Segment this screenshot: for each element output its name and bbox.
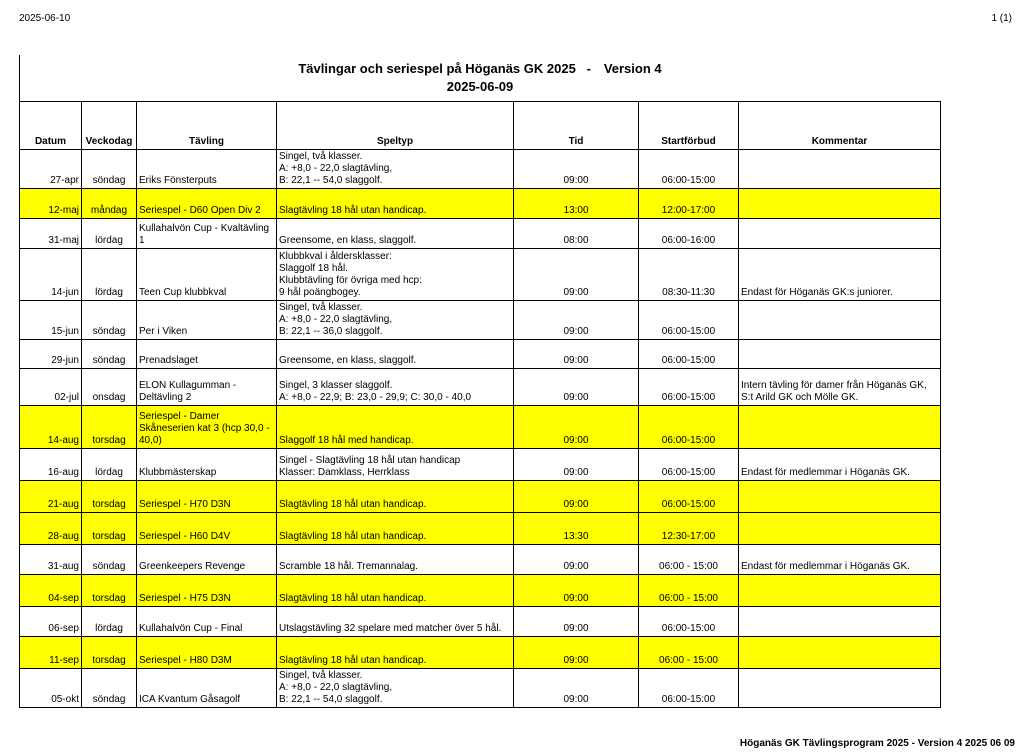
cell-comment <box>739 575 941 607</box>
cell-play-type-line: Slagtävling 18 hål utan handicap. <box>279 593 427 604</box>
cell-event: Teen Cup klubbkval <box>137 249 277 301</box>
cell-date: 21-aug <box>20 481 82 513</box>
cell-play-type-line: Slaggolf 18 hål med handicap. <box>279 435 414 446</box>
cell-comment <box>739 669 941 708</box>
schedule-rows <box>20 150 941 708</box>
cell-time: 09:00 <box>514 545 639 575</box>
title-separator: - <box>586 61 591 76</box>
cell-start-restriction: 06:00-15:00 <box>639 449 739 481</box>
cell-play-type-line: Greensome, en klass, slaggolf. <box>279 355 417 366</box>
table-row <box>20 369 941 406</box>
cell-start-restriction: 06:00 - 15:00 <box>639 545 739 575</box>
cell-event: Per i Viken <box>137 301 277 340</box>
cell-comment <box>739 340 941 369</box>
cell-time: 09:00 <box>514 301 639 340</box>
cell-comment-line: Intern tävling för damer från Höganäs GK, <box>741 380 927 391</box>
cell-play-type-line: Singel, två klasser. <box>279 151 363 162</box>
cell-weekday: söndag <box>82 545 137 575</box>
cell-comment-line: Endast för medlemmar i Höganäs GK. <box>741 561 910 572</box>
cell-time: 09:00 <box>514 150 639 189</box>
cell-start-restriction: 06:00-16:00 <box>639 219 739 249</box>
cell-time: 09:00 <box>514 340 639 369</box>
cell-event: Seriespel - H60 D4V <box>137 513 277 545</box>
cell-start-restriction: 06:00-15:00 <box>639 669 739 708</box>
cell-start-restriction: 06:00-15:00 <box>639 150 739 189</box>
cell-event: Greenkeepers Revenge <box>137 545 277 575</box>
cell-weekday: torsdag <box>82 637 137 669</box>
table-row <box>20 406 941 449</box>
cell-event: Seriespel - H70 D3N <box>137 481 277 513</box>
cell-time: 09:00 <box>514 575 639 607</box>
table-row <box>20 513 941 545</box>
cell-comment <box>739 406 941 449</box>
cell-event: Seriespel - D60 Open Div 2 <box>137 189 277 219</box>
cell-play-type-line: Singel, 3 klasser slaggolf. <box>279 380 393 391</box>
cell-comment <box>739 481 941 513</box>
cell-start-restriction: 08:30-11:30 <box>639 249 739 301</box>
cell-event: Kullahalvön Cup - Final <box>137 607 277 637</box>
cell-weekday: torsdag <box>82 513 137 545</box>
title-version: Version 4 <box>603 61 662 76</box>
cell-start-restriction: 12:30-17:00 <box>639 513 739 545</box>
table-row <box>20 301 941 340</box>
cell-time: 09:00 <box>514 637 639 669</box>
col-header-speltyp: Speltyp <box>277 102 514 150</box>
cell-play-type <box>277 219 514 249</box>
cell-time: 13:30 <box>514 513 639 545</box>
cell-comment <box>739 150 941 189</box>
cell-start-restriction: 06:00-15:00 <box>639 607 739 637</box>
cell-play-type-line: Klasser: Damklass, Herrklass <box>279 467 410 478</box>
cell-weekday: torsdag <box>82 406 137 449</box>
cell-time: 09:00 <box>514 369 639 406</box>
cell-play-type-line: Singel, två klasser. <box>279 302 363 313</box>
document-title <box>20 61 940 76</box>
cell-date: 11-sep <box>20 637 82 669</box>
cell-comment-line: Endast för medlemmar i Höganäs GK. <box>741 467 910 478</box>
cell-weekday: lördag <box>82 607 137 637</box>
table-row <box>20 219 941 249</box>
title-block <box>19 55 939 101</box>
cell-play-type-line: Scramble 18 hål. Tremannalag. <box>279 561 418 572</box>
cell-date: 28-aug <box>20 513 82 545</box>
cell-event: Kullahalvön Cup - Kvaltävling 1 <box>137 219 277 249</box>
cell-comment <box>739 449 941 481</box>
cell-play-type <box>277 575 514 607</box>
cell-time: 09:00 <box>514 406 639 449</box>
cell-comment <box>739 545 941 575</box>
cell-play-type-line: Utslagstävling 32 spelare med matcher över 5 hål. <box>279 623 502 634</box>
cell-date: 14-aug <box>20 406 82 449</box>
cell-start-restriction: 06:00-15:00 <box>639 481 739 513</box>
cell-time: 09:00 <box>514 249 639 301</box>
cell-weekday: onsdag <box>82 369 137 406</box>
cell-play-type <box>277 545 514 575</box>
cell-weekday: söndag <box>82 301 137 340</box>
table-row <box>20 249 941 301</box>
cell-comment <box>739 249 941 301</box>
table-row <box>20 481 941 513</box>
cell-play-type <box>277 150 514 189</box>
cell-weekday: söndag <box>82 150 137 189</box>
cell-event: Klubbmästerskap <box>137 449 277 481</box>
cell-event: ICA Kvantum Gåsagolf <box>137 669 277 708</box>
cell-play-type <box>277 449 514 481</box>
cell-date: 14-jun <box>20 249 82 301</box>
cell-play-type-line: A: +8,0 - 22,9; B: 23,0 - 29,9; C: 30,0 - 40,0 <box>279 392 472 403</box>
title-main: Tävlingar och seriespel på Höganäs GK 2025 <box>298 61 576 76</box>
cell-play-type <box>277 369 514 406</box>
cell-weekday: torsdag <box>82 575 137 607</box>
cell-time: 09:00 <box>514 481 639 513</box>
cell-play-type-line: Klubbtävling för övriga med hcp: <box>279 275 422 286</box>
cell-comment <box>739 637 941 669</box>
cell-start-restriction: 06:00-15:00 <box>639 340 739 369</box>
cell-time: 09:00 <box>514 449 639 481</box>
cell-date: 31-aug <box>20 545 82 575</box>
cell-date: 31-maj <box>20 219 82 249</box>
cell-play-type-line: Slagtävling 18 hål utan handicap. <box>279 499 427 510</box>
cell-play-type <box>277 406 514 449</box>
cell-start-restriction: 06:00-15:00 <box>639 301 739 340</box>
cell-start-restriction: 06:00-15:00 <box>639 369 739 406</box>
cell-play-type-line: A: +8,0 - 22,0 slagtävling, <box>279 314 393 325</box>
cell-time: 09:00 <box>514 669 639 708</box>
cell-play-type <box>277 301 514 340</box>
page-indicator: 1 (1) <box>991 13 1012 24</box>
cell-start-restriction: 12:00-17:00 <box>639 189 739 219</box>
col-header-kommentar: Kommentar <box>739 102 941 150</box>
cell-play-type-line: Slagtävling 18 hål utan handicap. <box>279 531 427 542</box>
cell-play-type-line: B: 22,1 -- 54,0 slaggolf. <box>279 175 383 186</box>
cell-play-type-line: Slagtävling 18 hål utan handicap. <box>279 205 427 216</box>
cell-time: 13:00 <box>514 189 639 219</box>
cell-weekday: lördag <box>82 449 137 481</box>
cell-comment <box>739 301 941 340</box>
table-row <box>20 150 941 189</box>
col-header-tid: Tid <box>514 102 639 150</box>
cell-event: Seriespel - Damer Skåneserien kat 3 (hcp 30,0 - 40,0) <box>137 406 277 449</box>
cell-event: Eriks Fönsterputs <box>137 150 277 189</box>
table-row <box>20 637 941 669</box>
cell-comment-line: Endast för Höganäs GK:s juniorer. <box>741 287 893 298</box>
cell-comment <box>739 219 941 249</box>
cell-play-type <box>277 513 514 545</box>
cell-event: Seriespel - H75 D3N <box>137 575 277 607</box>
cell-comment <box>739 607 941 637</box>
cell-play-type-line: B: 22,1 -- 36,0 slaggolf. <box>279 326 383 337</box>
cell-play-type <box>277 669 514 708</box>
cell-play-type-line: Klubbkval i åldersklasser: <box>279 251 392 262</box>
cell-play-type <box>277 189 514 219</box>
cell-date: 05-okt <box>20 669 82 708</box>
cell-start-restriction: 06:00 - 15:00 <box>639 637 739 669</box>
table-row <box>20 189 941 219</box>
cell-date: 15-jun <box>20 301 82 340</box>
cell-event: Prenadslaget <box>137 340 277 369</box>
table-row <box>20 545 941 575</box>
table-row <box>20 575 941 607</box>
cell-date: 16-aug <box>20 449 82 481</box>
table-row <box>20 340 941 369</box>
title-date: 2025-06-09 <box>446 79 514 94</box>
cell-weekday: söndag <box>82 669 137 708</box>
cell-play-type-line: B: 22,1 -- 54,0 slaggolf. <box>279 694 383 705</box>
col-header-veckodag: Veckodag <box>82 102 137 150</box>
cell-play-type <box>277 607 514 637</box>
cell-play-type-line: Singel, två klasser. <box>279 670 363 681</box>
table-header-row <box>20 102 941 150</box>
table-row <box>20 607 941 637</box>
cell-date: 06-sep <box>20 607 82 637</box>
schedule-table <box>19 101 941 708</box>
cell-comment-line: S:t Arild GK och Mölle GK. <box>741 392 859 403</box>
cell-play-type-line: A: +8,0 - 22,0 slagtävling, <box>279 682 393 693</box>
col-header-startforbud: Startförbud <box>639 102 739 150</box>
cell-play-type <box>277 340 514 369</box>
cell-weekday: torsdag <box>82 481 137 513</box>
cell-time: 09:00 <box>514 607 639 637</box>
cell-play-type-line: Greensome, en klass, slaggolf. <box>279 235 417 246</box>
cell-weekday: lördag <box>82 249 137 301</box>
footer-text: Höganäs GK Tävlingsprogram 2025 - Version 4 2025 06 09 <box>739 738 1015 749</box>
cell-play-type-line: Slaggolf 18 hål. <box>279 263 348 274</box>
cell-weekday: lördag <box>82 219 137 249</box>
cell-play-type <box>277 249 514 301</box>
cell-play-type-line: A: +8,0 - 22,0 slagtävling, <box>279 163 393 174</box>
cell-weekday: måndag <box>82 189 137 219</box>
col-header-datum: Datum <box>20 102 82 150</box>
cell-event: ELON Kullagumman - Deltävling 2 <box>137 369 277 406</box>
cell-play-type-line: 9 hål poängbogey. <box>279 287 361 298</box>
cell-play-type-line: Slagtävling 18 hål utan handicap. <box>279 655 427 666</box>
cell-play-type-line: Singel - Slagtävling 18 hål utan handicap <box>279 455 461 466</box>
cell-comment <box>739 513 941 545</box>
cell-date: 12-maj <box>20 189 82 219</box>
cell-start-restriction: 06:00-15:00 <box>639 406 739 449</box>
cell-date: 29-jun <box>20 340 82 369</box>
cell-start-restriction: 06:00 - 15:00 <box>639 575 739 607</box>
cell-date: 27-apr <box>20 150 82 189</box>
col-header-tavling: Tävling <box>137 102 277 150</box>
cell-comment <box>739 189 941 219</box>
cell-comment <box>739 369 941 406</box>
cell-play-type <box>277 481 514 513</box>
cell-weekday: söndag <box>82 340 137 369</box>
table-row <box>20 449 941 481</box>
table-row <box>20 669 941 708</box>
cell-date: 04-sep <box>20 575 82 607</box>
cell-date: 02-jul <box>20 369 82 406</box>
print-date: 2025-06-10 <box>19 13 71 24</box>
cell-event: Seriespel - H80 D3M <box>137 637 277 669</box>
cell-play-type <box>277 637 514 669</box>
cell-time: 08:00 <box>514 219 639 249</box>
